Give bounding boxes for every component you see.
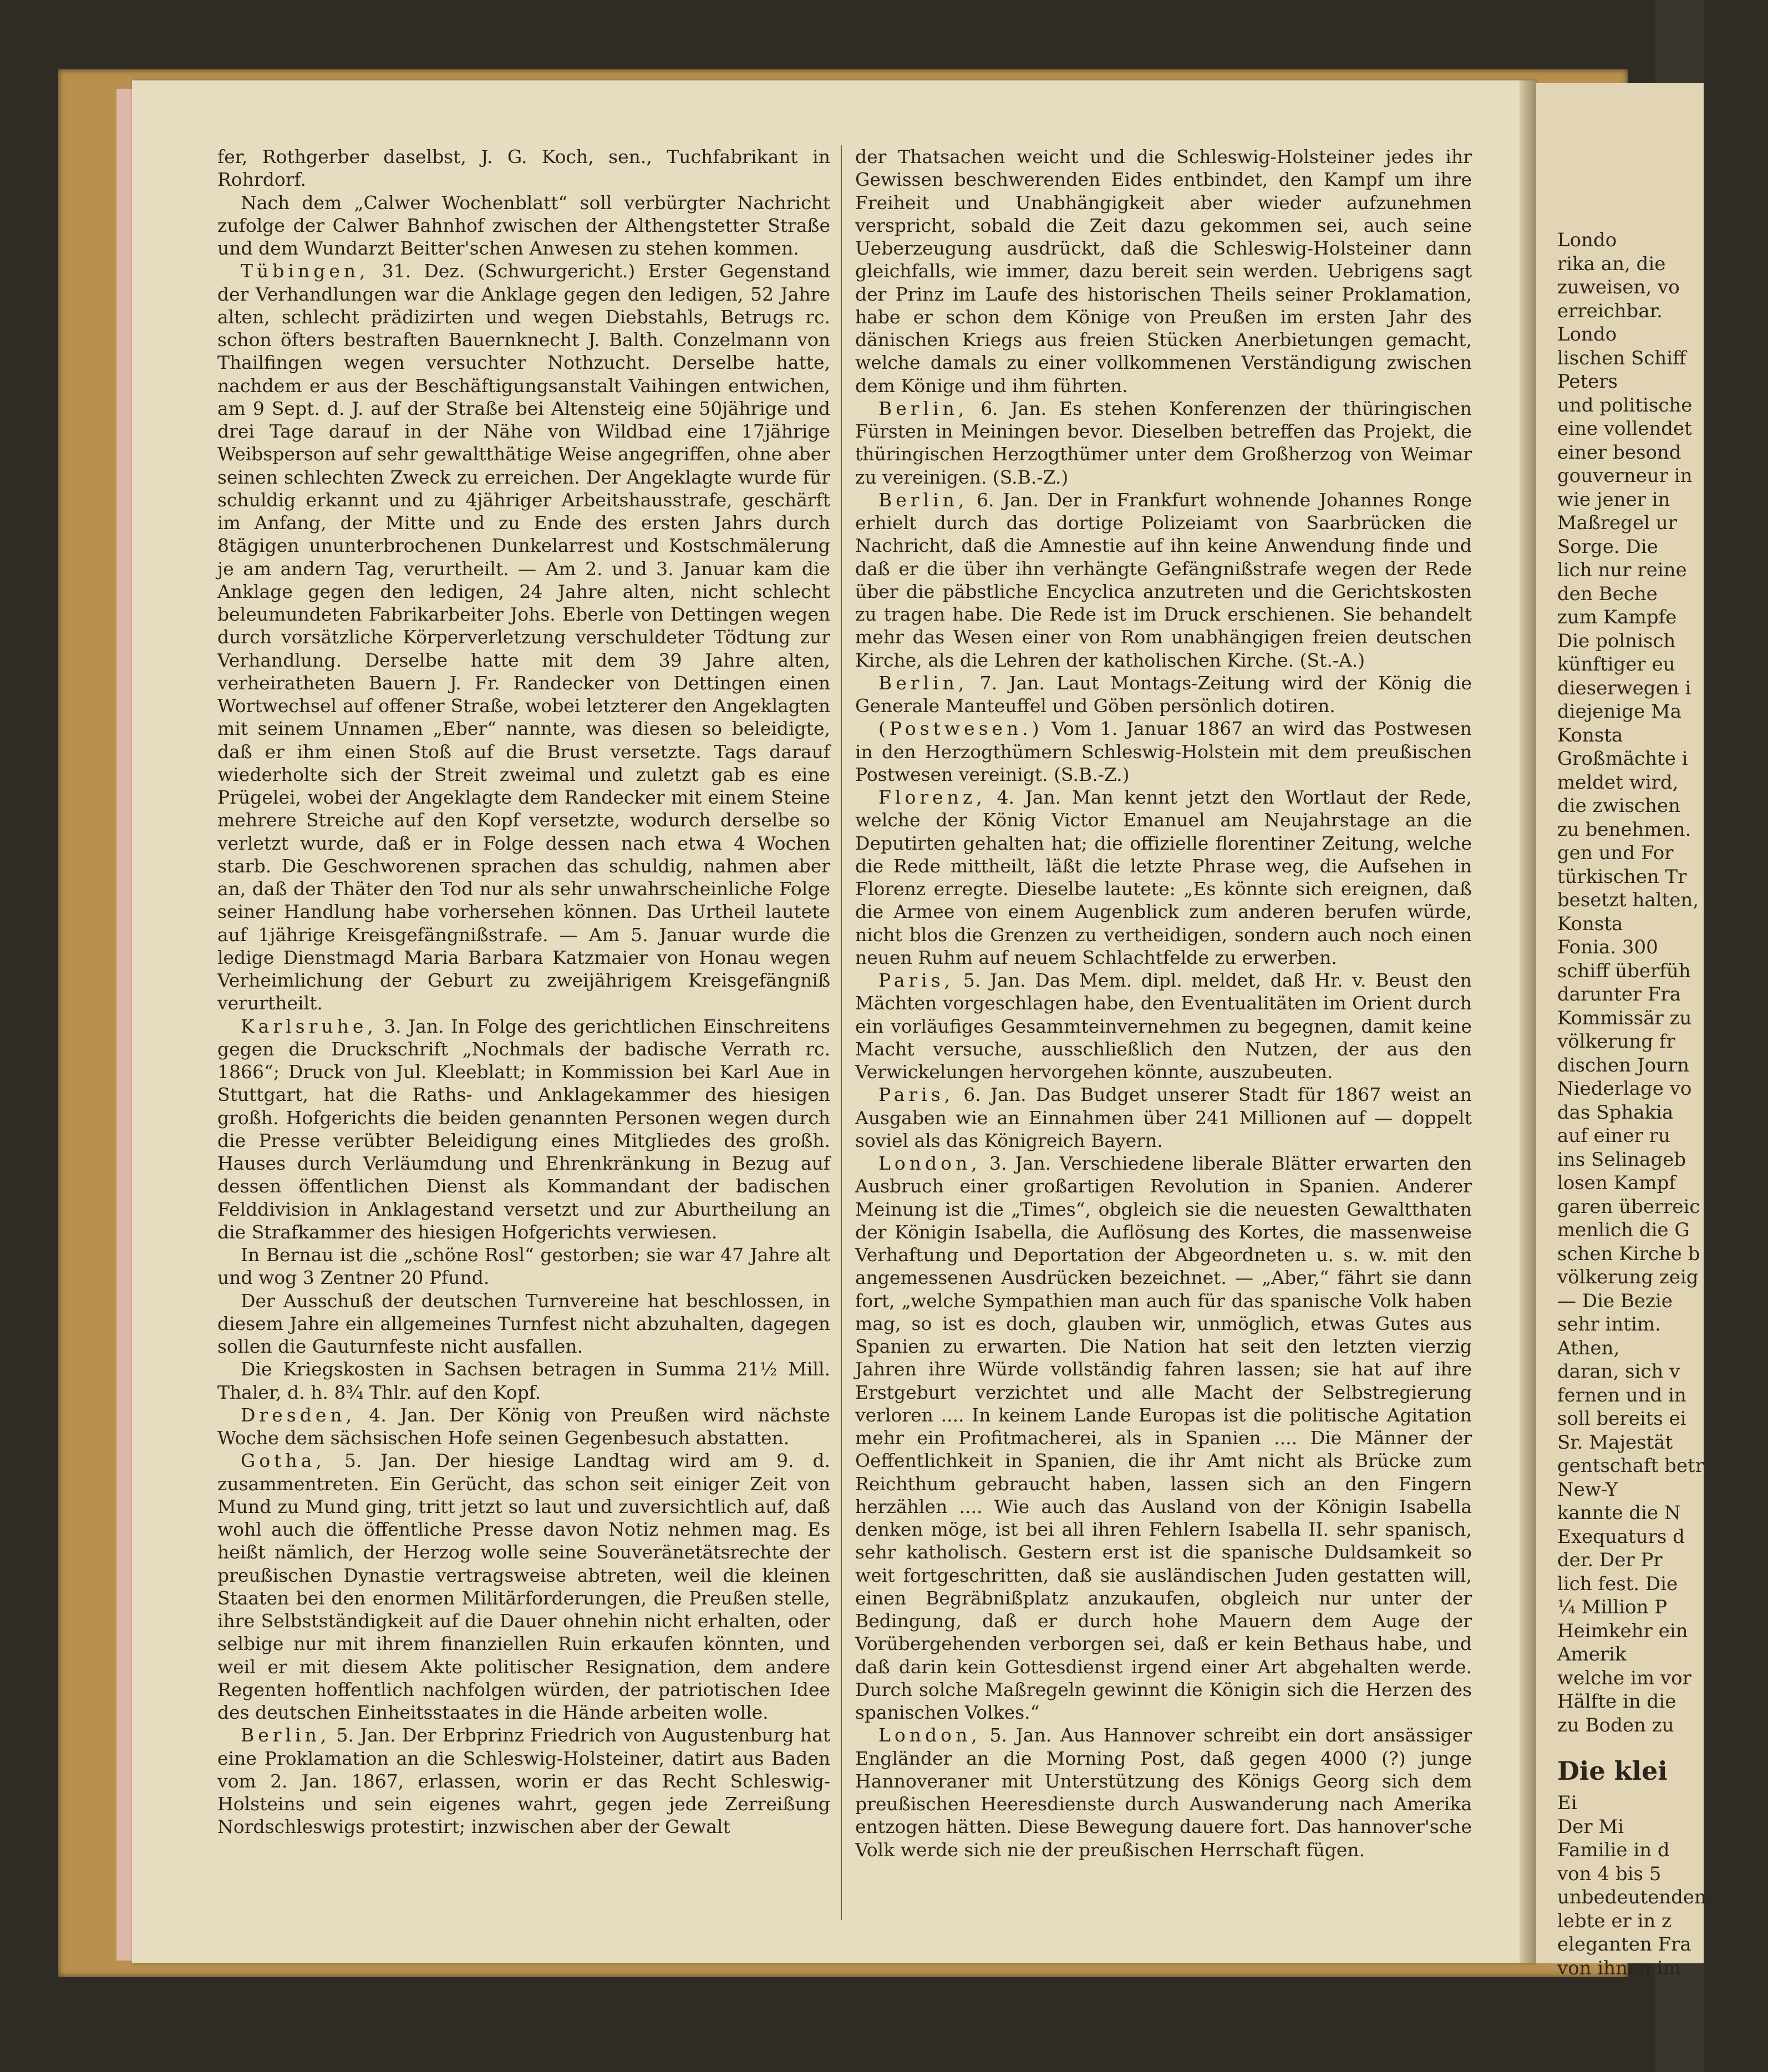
fragment-line: gouverneur in xyxy=(1557,465,1693,487)
paragraph-text: 31. Dez. (Schwurgericht.) Erster Gegenstand der Verhandlungen war die Anklage gegen den ledigen, 52 Jahre alten, schlecht prädizirten und wegen Diebstahls, Betrugs rc. schon öfters bestraften Bauernknecht J. Balth. Conzelmann von Thailfingen wegen versuchter Nothzucht. Derselbe hatte, nachdem er aus der Beschäftigungsanstalt Vaihingen entwichen, am 9 Sept. d. J. auf der Straße bei Altensteig eine 50jährige und drei Tage darauf in der Nähe von Wildbad eine 17jährige Weibsperson auf sehr gewaltthätige Weise angegriffen, ohne aber seinen schlechten Zweck zu erreichen. Der Angeklagte wurde für schuldig erkannt und zu 4jähriger Arbeitshausstrafe, geschärft im Anfang, der Mitte und zu Ende des ersten Jahrs durch 8tägigen ununterbrochenen Dunkelarrest und Kostschmälerung je am andern Tag, verurtheilt. — Am 2. und 3. Januar kam die Anklage gegen den ledigen, 24 Jahre alten, nicht schlecht beleumundeten Fabrikarbeiter Johs. Eberle von Dettingen wegen durch vorsätzliche Körperverletzung verschuldeter Tödtung zur Verhandlung. Derselbe hatte mit dem 39 Jahre alten, verheiratheten Bauern J. Fr. Randecker von Dettingen einen Wortwechsel auf offener Straße, wobei letzterer den Angeklagten mit seinem Unnamen „Eber“ nannte, was diesen so beleidigte, daß er ihm einen Stoß auf die Brust versetzte. Tags darauf wiederholte sich der Streit zweimal und zuletzt gab es eine Prügelei, wobei der Angeklagte dem Randecker mit einem Steine mehrere Streiche auf den Kopf versetzte, wodurch derselbe so verletzt wurde, daß er in Folge dessen nach etwa 4 Wochen starb. Die Geschworenen sprachen das schuldig, nahmen aber an, daß der Thäter den Tod nur als sehr unwahrscheinliche Folge seiner Handlung habe vorhersehen können. Das Urtheil lautete auf 1jährige Kreisgefängnißstrafe. — Am 5. Januar wurde die ledige Dienstmagd Maria Barbara Katzmaier von Honau wegen Verheimlichung der Geburt zu zweijährigem Kreisgefängniß verurtheilt. xyxy=(217,260,830,1014)
article-paragraph xyxy=(855,786,1472,969)
fragment-line: völkerung zeig xyxy=(1557,1266,1699,1288)
dateline-place: Tübingen, xyxy=(241,260,369,282)
paragraph-text: 5. Jan. Der hiesige Landtag wird am 9. d. zusammentreten. Ein Gerücht, das schon seit einiger Zeit von Mund zu Mund ging, tritt jetzt so laut und zuversichtlich auf, daß wohl auch die öffentliche Presse davon Notiz nehmen mag. Es heißt nämlich, der Herzog wolle seine Souveränetätsrechte der preußischen Dynastie vertragsweise abtreten, weil die kleinen Staaten bei den enormen Militärforderungen, die Preußen stelle, ihre Selbstständigkeit auf die Dauer ohnehin nicht erhalten, oder selbige nur mit ihrem finanziellen Ruin erkaufen könnten, und weil er mit diesem Akte politischer Resignation, dem andere Regenten hoffentlich nachfolgen würden, der patriotischen Idee des deutschen Einheitsstaates in die Hände arbeiten wolle. xyxy=(217,1450,830,1723)
paragraph-text: In Bernau ist die „schöne Rosl“ gestorben; sie war 47 Jahre alt und wog 3 Zentner 20 Pfund. xyxy=(217,1244,830,1289)
article-paragraph xyxy=(855,969,1472,1083)
fragment-line: die zwischen xyxy=(1557,795,1680,817)
fragment-line: zu benehmen. xyxy=(1557,818,1691,841)
article-paragraph xyxy=(217,1449,830,1724)
fragment-line: besetzt halten, xyxy=(1557,889,1699,911)
fragment-line: Athen, xyxy=(1557,1337,1620,1359)
fragment-line: diejenige Ma xyxy=(1557,700,1681,723)
paragraph-text: 3. Jan. In Folge des gerichtlichen Einschreitens gegen die Druckschrift „Nochmals der badische Verrath rc. 1866“; Druck von Jul. Kleeblatt; in Kommission bei Karl Aue in Stuttgart, hat die Raths- und Anklagekammer des hiesigen großh. Hofgerichts die beiden genannten Personen wegen durch die Presse verübter Beleidigung eines Mitgliedes des großh. Hauses durch Verläumdung und Ehrenkränkung in Bezug auf dessen öffentlichen Dienst als Kommandant der badischen Felddivision in Anklagestand versetzt und zur Aburtheilung an die Strafkammer des hiesigen Hofgerichts verwiesen. xyxy=(217,1015,830,1243)
fragment-line: schen Kirche b xyxy=(1557,1242,1700,1265)
fragment-line: meldet wird, xyxy=(1557,771,1679,794)
fragment-line: zum Kampfe xyxy=(1557,606,1677,628)
article-paragraph xyxy=(855,717,1472,786)
article-paragraph xyxy=(217,1404,830,1450)
fragment-line: soll bereits ei xyxy=(1557,1408,1686,1430)
fragment-line: Ei xyxy=(1557,1792,1577,1814)
paragraph-text: 3. Jan. Verschiedene liberale Blätter erwarten den Ausbruch einer großartigen Revolution in Spanien. Anderer Meinung ist die „Times“, obgleich sie die neuesten Gewaltthaten der Königin Isabella, die Auflösung des Kortes, die massenweise Verhaftung und Deportation der Abgeordneten u. s. w. mit den angemessenen Ausdrücken bezeichnet. — „Aber,“ fährt sie dann fort, „welche Sympathien man auch für das spanische Volk haben mag, so ist es doch, glauben wir, unmöglich, etwas Gutes aus Spanien zu erwarten. Die Nation hat seit den letzten vierzig Jahren ihre Würde vollständig fahren lassen; sie hat auf ihre Erstgeburt verzichtet und alle Macht der Selbstregierung verloren .... In keinem Lande Europas ist die politische Agitation mehr ein Profitmacherei, als in Spanien .... Die Männer der Oeffentlichkeit in Spanien, die ihr Amt nicht als Brücke zum Reichthum gebraucht haben, lassen sich an den Fingern herzählen .... Wie auch das Ausland von der Königin Isabella denken möge, ist bei all ihren Fehlern Isabella II. sehr spanisch, sehr katholisch. Gestern erst ist die spanische Duldsamkeit so weit fortgeschritten, daß sie ausländischen Juden gestatten will, einen Begräbnißplatz anzukaufen, obgleich nur unter der Bedingung, daß er durch hohe Mauern dem Auge der Vorübergehenden verborgen sei, daß er kein Bethaus habe, und daß darin kein Gottesdienst irgend einer Art abgehalten werde. Durch solche Maßregeln gewinnt die Königin sich die Herzen des spanischen Volkes.“ xyxy=(855,1152,1472,1723)
paragraph-text: 6. Jan. Es stehen Konferenzen der thüringischen Fürsten in Meiningen bevor. Dieselben betreffen das Projekt, die thüringischen Herzogthümer unter dem Großherzog von Weimar zu vereinigen. (S.B.-Z.) xyxy=(855,397,1472,488)
dateline-place: (Postwesen.) xyxy=(878,718,1043,740)
fragment-line: Konsta xyxy=(1557,912,1623,935)
paragraph-text: 5. Jan. Aus Hannover schreibt ein dort ansässiger Engländer an die Morning Post, daß gegen 4000 (?) junge Hannoveraner mit Unterstützung des Königs Georg sich dem preußischen Heeresdienste durch Auswanderung nach Amerika entzogen hätten. Diese Bewegung dauere fort. Das hannover'sche Volk werde sich nie der preußischen Herrschaft fügen. xyxy=(855,1724,1472,1861)
paragraph-text: der Thatsachen weicht und die Schleswig-Holsteiner jedes ihr Gewissen beschwerenden Eides entbindet, den Kampf um ihre Freiheit und Unabhängigkeit aber wieder aufzunehmen verspricht, sobald die Zeit dazu gekommen sei, auch seine Ueberzeugung ausdrückt, daß die Schleswig-Holsteiner dann gleichfalls, wie immer, dazu bereit sein werden. Uebrigens sagt der Prinz im Laufe des historischen Theils seiner Proklamation, habe er schon dem Könige von Preußen im ersten Jahr des dänischen Kriegs aus freien Stücken Anerbietungen gemacht, welche damals zu einer vollkommenen Verständigung zwischen dem Könige und ihm führten. xyxy=(855,146,1472,397)
page-edge-strip xyxy=(116,89,132,1961)
fragment-heading: Die klei xyxy=(1557,1756,1668,1786)
paragraph-text: 4. Jan. Man kennt jetzt den Wortlaut der Rede, welche der König Victor Emanuel am Neujahrstage an die Deputirten gehalten hat; die offizielle florentiner Zeitung, welche die Rede mittheilt, läßt die letzte Phrase weg, die Aufsehen in Florenz erregte. Dieselbe lautete: „Es könnte sich ereignen, daß die Armee von einem Augenblick zum anderen berufen würde, nicht blos die Grenzen zu vertheidigen, sondern auch noch einen neuen Ruhm auf neuem Schlachtfelde zu erwerben. xyxy=(855,786,1472,968)
fragment-line: daran, sich v xyxy=(1557,1360,1680,1383)
article-paragraph xyxy=(855,1724,1472,1861)
paragraph-text: Die Kriegskosten in Sachsen betragen in Summa 21½ Mill. Thaler, d. h. 8¾ Thlr. auf den Kopf. xyxy=(217,1358,830,1403)
dateline-place: Berlin, xyxy=(241,1724,331,1746)
fragment-line: Die polnisch xyxy=(1557,629,1676,652)
fragment-line: gen und For xyxy=(1557,842,1674,864)
fragment-line: New-Y xyxy=(1557,1478,1618,1501)
fragment-line: lebte er in z xyxy=(1557,1910,1672,1932)
text-column-left xyxy=(217,145,830,1839)
dateline-place: Florenz, xyxy=(878,786,986,808)
fragment-line: ins Selinageb xyxy=(1557,1148,1686,1171)
fragment-line: Amerik xyxy=(1557,1643,1627,1665)
fragment-line: einer besond xyxy=(1557,441,1681,464)
fragment-line: dieserwegen i xyxy=(1557,677,1691,699)
article-paragraph xyxy=(217,1289,830,1358)
fragment-line: und politische xyxy=(1557,394,1693,417)
fragment-line: Heimkehr ein xyxy=(1557,1619,1688,1642)
fragment-line: rika an, die xyxy=(1557,252,1666,275)
paragraph-text: 5. Jan. Das Mem. dipl. meldet, daß Hr. v. Beust den Mächten vorgeschlagen habe, den Eventualitäten im Orient durch ein vorläufiges Gesammteinvernehmen zu begegnen, damit keine Macht versuche, ausschließlich den Nutzen, der aus den Verwickelungen hervorgehen könnte, auszubeuten. xyxy=(855,969,1472,1083)
fragment-line: Sr. Majestät xyxy=(1557,1431,1673,1454)
fragment-line: unbedeutenden xyxy=(1557,1886,1706,1908)
fragment-line: Peters xyxy=(1557,370,1618,393)
article-paragraph xyxy=(217,1724,830,1838)
paragraph-text: Vom 1. Januar 1867 an wird das Postwesen in den Herzogthümern Schleswig-Holstein mit dem preußischen Postwesen vereinigt. (S.B.-Z.) xyxy=(855,718,1472,785)
paragraph-text: 4. Jan. Der König von Preußen wird nächste Woche dem sächsischen Hofe seinen Gegenbesuch abstatten. xyxy=(217,1404,830,1449)
fragment-line: fernen und in xyxy=(1557,1384,1686,1406)
article-paragraph xyxy=(855,1083,1472,1152)
facing-page-fragment xyxy=(1536,83,1706,1979)
dateline-place: London, xyxy=(878,1152,981,1174)
dateline-place: Berlin, xyxy=(878,489,968,511)
paragraph-text: Der Ausschuß der deutschen Turnvereine hat beschlossen, in diesem Jahre ein allgemeines Turnfest nicht abzuhalten, dagegen sollen die Gauturnfeste nicht ausfallen. xyxy=(217,1289,830,1357)
dateline-place: Berlin, xyxy=(878,672,968,694)
article-paragraph xyxy=(217,1243,830,1289)
paragraph-text: Nach dem „Calwer Wochenblatt“ soll verbürgter Nachricht zufolge der Calwer Bahnhof zwischen der Althengstetter Straße und dem Wundarzt Beitter'schen Anwesen zu stehen kommen. xyxy=(217,191,830,259)
fragment-line: Konsta xyxy=(1557,724,1623,746)
article-paragraph xyxy=(855,397,1472,489)
fragment-line: menlich die G xyxy=(1557,1219,1690,1241)
article-paragraph xyxy=(855,672,1472,718)
fragment-line: das Sphakia xyxy=(1557,1101,1674,1124)
fragment-line: lich nur reine xyxy=(1557,559,1687,581)
dateline-place: Berlin, xyxy=(878,397,968,419)
fragment-line: lich fest. Die xyxy=(1557,1572,1678,1595)
fragment-line: erreichbar. xyxy=(1557,299,1663,322)
fragment-line: Maßregel ur xyxy=(1557,512,1677,534)
article-paragraph xyxy=(217,191,830,260)
fragment-line: Der Mi xyxy=(1557,1815,1624,1838)
fragment-line: völkerung fr xyxy=(1557,1030,1675,1053)
fragment-line: eleganten Fra xyxy=(1557,1933,1691,1956)
fragment-line: den Beche xyxy=(1557,582,1658,605)
fragment-line: künftiger eu xyxy=(1557,653,1675,676)
fragment-line: eine vollendet xyxy=(1557,418,1692,440)
fragment-line: welche im vor xyxy=(1557,1667,1691,1689)
fragment-line: losen Kampf xyxy=(1557,1172,1676,1194)
fragment-line: Fonia. 300 xyxy=(1557,936,1658,958)
article-paragraph xyxy=(855,145,1472,397)
fragment-line: gentschaft betr xyxy=(1557,1455,1704,1477)
fragment-line: — Die Bezie xyxy=(1557,1289,1673,1312)
book-gutter xyxy=(1520,80,1536,1963)
paragraph-text: 5. Jan. Der Erbprinz Friedrich von Augustenburg hat eine Proklamation an die Schleswig-Holsteiner, datirt aus Baden vom 2. Jan. 1867, erlassen, worin er das Recht Schleswig-Holsteins und sein eigenes wahrt, gegen jede Zerreißung Nordschleswigs protestirt; inzwischen aber der Gewalt xyxy=(217,1724,830,1838)
fragment-line: Kommissär zu xyxy=(1557,1007,1692,1029)
paragraph-text: 6. Jan. Das Budget unserer Stadt für 1867 weist an Ausgaben wie an Einnahmen über 241 Millionen auf — doppelt soviel als das Königreich Bayern. xyxy=(855,1084,1472,1151)
fragment-line: darunter Fra xyxy=(1557,983,1681,1005)
fragment-line: ¼ Million P xyxy=(1557,1596,1668,1618)
text-column-right-fragment xyxy=(1557,228,1768,1980)
fragment-line: garen überreic xyxy=(1557,1195,1700,1218)
fragment-line: türkischen Tr xyxy=(1557,865,1687,888)
fragment-line: Sorge. Die xyxy=(1557,535,1658,558)
dateline-place: Karlsruhe, xyxy=(241,1015,377,1037)
article-paragraph xyxy=(217,260,830,1014)
fragment-line: von 4 bis 5 xyxy=(1557,1862,1662,1885)
fragment-line: auf einer ru xyxy=(1557,1125,1670,1147)
fragment-line: Niederlage vo xyxy=(1557,1078,1692,1100)
fragment-line: wie jener in xyxy=(1557,488,1670,511)
fragment-line: der. Der Pr xyxy=(1557,1549,1663,1571)
fragment-line: zu Boden zu xyxy=(1557,1714,1674,1736)
fragment-line: kannte die N xyxy=(1557,1502,1681,1524)
paragraph-text: 7. Jan. Laut Montags-Zeitung wird der König die Generale Manteuffel und Göben persönlich dotiren. xyxy=(855,672,1472,717)
column-divider xyxy=(841,145,842,1920)
article-paragraph xyxy=(217,145,830,191)
dateline-place: Dresden, xyxy=(241,1404,356,1426)
text-column-middle xyxy=(855,145,1472,1861)
dateline-place: Gotha, xyxy=(241,1450,326,1472)
article-paragraph xyxy=(855,1152,1472,1724)
fragment-line: zuweisen, vo xyxy=(1557,276,1680,298)
dateline-place: Paris, xyxy=(878,1084,954,1106)
paragraph-text: 6. Jan. Der in Frankfurt wohnende Johannes Ronge erhielt durch das dortige Polizeiamt von Saarbrücken die Nachricht, daß die Amnestie auf ihn keine Anwendung finde und daß er die über ihn verhängte Gefängnißstrafe wegen der Rede über die päbstliche Encyclica anzutreten und die Gerichtskosten zu tragen habe. Die Rede ist im Druck erschienen. Sie behandelt mehr das Wesen einer von Rom unabhängigen freien deutschen Kirche, als die Lehren der katholischen Kirche. (St.-A.) xyxy=(855,489,1472,671)
article-paragraph xyxy=(217,1358,830,1404)
paragraph-text: fer, Rothgerber daselbst, J. G. Koch, sen., Tuchfabrikant in Rohrdorf. xyxy=(217,146,830,191)
fragment-line: schiff überfüh xyxy=(1557,959,1691,982)
fragment-line: Familie in d xyxy=(1557,1839,1670,1861)
fragment-line: von ihnen im xyxy=(1557,1957,1681,1979)
dateline-place: London, xyxy=(878,1724,981,1746)
fragment-line: lischen Schiff xyxy=(1557,347,1686,369)
fragment-line: Exequaturs d xyxy=(1557,1525,1685,1548)
fragment-line: Großmächte i xyxy=(1557,748,1688,770)
article-paragraph xyxy=(217,1015,830,1244)
article-paragraph xyxy=(855,489,1472,672)
fragment-line: Londo xyxy=(1557,229,1617,251)
fragment-line: Hälfte in die xyxy=(1557,1690,1676,1713)
fragment-line: dischen Journ xyxy=(1557,1054,1689,1076)
dateline-place: Paris, xyxy=(878,969,954,991)
fragment-line: sehr intim. xyxy=(1557,1313,1661,1335)
fragment-line: Londo xyxy=(1557,323,1617,346)
